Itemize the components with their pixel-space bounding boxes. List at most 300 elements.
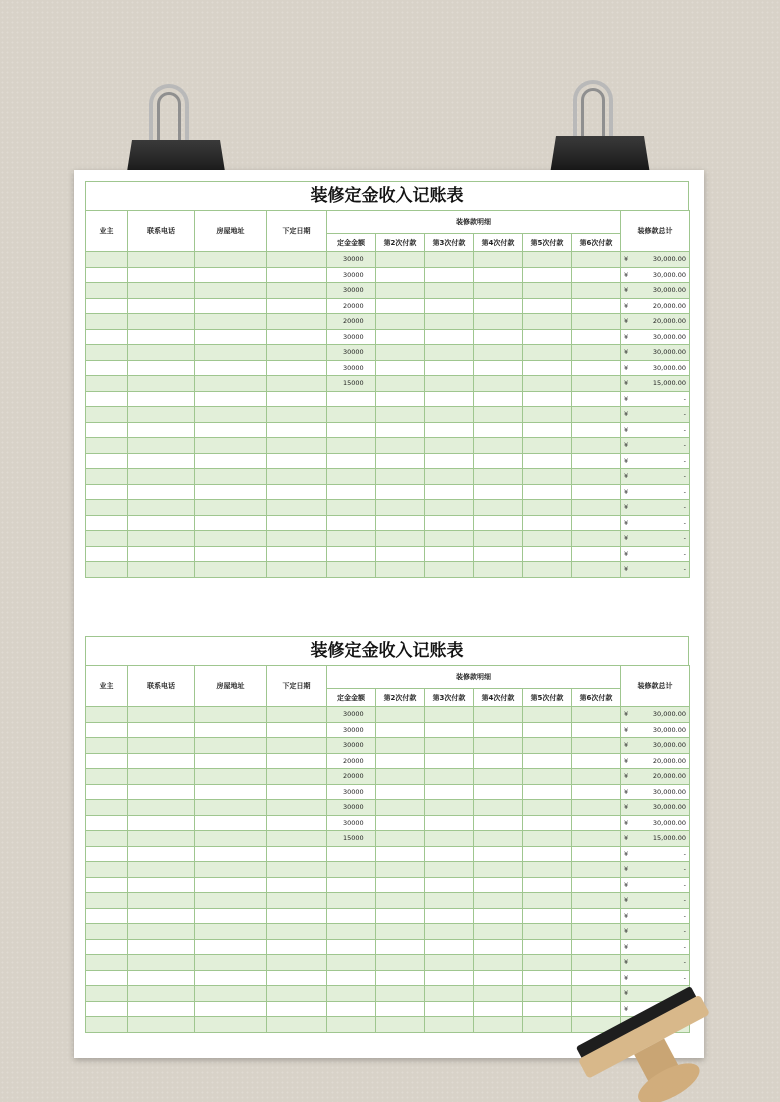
empty-cell bbox=[425, 924, 474, 940]
empty-cell bbox=[425, 422, 474, 438]
empty-cell bbox=[474, 738, 523, 754]
total-value: 30,000.00 bbox=[652, 255, 686, 264]
empty-cell bbox=[195, 707, 267, 723]
total-cell bbox=[621, 531, 690, 547]
header-date: 下定日期 bbox=[267, 211, 327, 252]
total-value: 30,000.00 bbox=[652, 286, 686, 295]
total-cell bbox=[621, 769, 690, 785]
empty-cell bbox=[523, 924, 572, 940]
empty-cell bbox=[86, 862, 128, 878]
empty-cell bbox=[425, 1001, 474, 1017]
empty-cell bbox=[376, 500, 425, 516]
empty-cell bbox=[267, 893, 327, 909]
empty-cell bbox=[267, 500, 327, 516]
empty-cell bbox=[572, 738, 621, 754]
empty-cell bbox=[128, 515, 195, 531]
empty-cell bbox=[474, 422, 523, 438]
empty-cell bbox=[267, 329, 327, 345]
currency-symbol: ¥ bbox=[624, 456, 629, 465]
header-pay3: 第3次付款 bbox=[425, 234, 474, 252]
empty-cell bbox=[195, 738, 267, 754]
header-deposit: 定金金额 bbox=[327, 689, 376, 707]
currency-symbol: ¥ bbox=[624, 818, 629, 827]
total-cell bbox=[621, 831, 690, 847]
table-row bbox=[86, 546, 690, 562]
deposit-cell: 30000 bbox=[327, 815, 376, 831]
empty-cell bbox=[523, 360, 572, 376]
total-cell bbox=[621, 784, 690, 800]
total-cell bbox=[621, 862, 690, 878]
empty-cell bbox=[128, 815, 195, 831]
header-pay2: 第2次付款 bbox=[376, 234, 425, 252]
table-row bbox=[86, 769, 690, 785]
empty-cell bbox=[376, 515, 425, 531]
empty-cell bbox=[523, 515, 572, 531]
empty-cell bbox=[523, 939, 572, 955]
empty-cell bbox=[267, 469, 327, 485]
total-value: 30,000.00 bbox=[652, 725, 686, 734]
empty-cell bbox=[572, 515, 621, 531]
currency-symbol: ¥ bbox=[624, 880, 629, 889]
empty-cell bbox=[376, 800, 425, 816]
empty-cell bbox=[86, 970, 128, 986]
total-value: 15,000.00 bbox=[652, 379, 686, 388]
empty-cell bbox=[195, 562, 267, 578]
empty-cell bbox=[86, 939, 128, 955]
empty-cell bbox=[128, 546, 195, 562]
empty-cell bbox=[425, 360, 474, 376]
total-cell bbox=[621, 939, 690, 955]
header-phone: 联系电话 bbox=[128, 666, 195, 707]
empty-cell bbox=[128, 986, 195, 1002]
currency-symbol: ¥ bbox=[624, 379, 629, 388]
empty-cell bbox=[195, 784, 267, 800]
empty-cell bbox=[86, 360, 128, 376]
deposit-cell: 30000 bbox=[327, 252, 376, 268]
header-total: 装修款总计 bbox=[621, 211, 690, 252]
empty-cell bbox=[474, 469, 523, 485]
total-value: 15,000.00 bbox=[652, 834, 686, 843]
empty-cell bbox=[376, 453, 425, 469]
table-row bbox=[86, 784, 690, 800]
empty-cell bbox=[195, 453, 267, 469]
currency-symbol: ¥ bbox=[624, 534, 629, 543]
deposit-cell bbox=[327, 562, 376, 578]
empty-cell bbox=[376, 391, 425, 407]
empty-cell bbox=[86, 515, 128, 531]
empty-cell bbox=[425, 438, 474, 454]
empty-cell bbox=[572, 484, 621, 500]
empty-cell bbox=[128, 531, 195, 547]
empty-cell bbox=[523, 800, 572, 816]
empty-cell bbox=[86, 955, 128, 971]
empty-cell bbox=[474, 283, 523, 299]
empty-cell bbox=[376, 986, 425, 1002]
empty-cell bbox=[267, 955, 327, 971]
total-cell bbox=[621, 500, 690, 516]
empty-cell bbox=[523, 314, 572, 330]
total-value: 20,000.00 bbox=[652, 317, 686, 326]
deposit-cell: 20000 bbox=[327, 298, 376, 314]
empty-cell bbox=[267, 769, 327, 785]
total-cell bbox=[621, 815, 690, 831]
table-row bbox=[86, 877, 690, 893]
empty-cell bbox=[474, 391, 523, 407]
empty-cell bbox=[572, 360, 621, 376]
empty-cell bbox=[425, 267, 474, 283]
currency-symbol: ¥ bbox=[624, 487, 629, 496]
empty-cell bbox=[128, 753, 195, 769]
empty-cell bbox=[195, 283, 267, 299]
empty-cell bbox=[267, 862, 327, 878]
empty-cell bbox=[195, 1001, 267, 1017]
total-cell bbox=[621, 376, 690, 392]
empty-cell bbox=[195, 1017, 267, 1033]
deposit-cell bbox=[327, 531, 376, 547]
table-row bbox=[86, 453, 690, 469]
empty-cell bbox=[425, 738, 474, 754]
empty-cell bbox=[425, 955, 474, 971]
deposit-cell bbox=[327, 484, 376, 500]
header-pay5: 第5次付款 bbox=[523, 689, 572, 707]
empty-cell bbox=[523, 422, 572, 438]
currency-symbol: ¥ bbox=[624, 756, 629, 765]
empty-cell bbox=[474, 986, 523, 1002]
empty-cell bbox=[572, 784, 621, 800]
empty-cell bbox=[86, 283, 128, 299]
empty-cell bbox=[474, 298, 523, 314]
empty-cell bbox=[425, 1017, 474, 1033]
table-row bbox=[86, 815, 690, 831]
empty-cell bbox=[195, 267, 267, 283]
empty-cell bbox=[376, 562, 425, 578]
empty-cell bbox=[195, 924, 267, 940]
empty-cell bbox=[86, 531, 128, 547]
empty-cell bbox=[267, 877, 327, 893]
empty-cell bbox=[474, 862, 523, 878]
total-cell bbox=[621, 329, 690, 345]
deposit-cell bbox=[327, 469, 376, 485]
total-value: - bbox=[683, 487, 686, 496]
deposit-cell: 30000 bbox=[327, 283, 376, 299]
empty-cell bbox=[128, 267, 195, 283]
total-value: - bbox=[683, 410, 686, 419]
empty-cell bbox=[523, 345, 572, 361]
empty-cell bbox=[572, 376, 621, 392]
total-value: - bbox=[683, 942, 686, 951]
table-row bbox=[86, 939, 690, 955]
empty-cell bbox=[267, 815, 327, 831]
empty-cell bbox=[128, 862, 195, 878]
table-row bbox=[86, 329, 690, 345]
empty-cell bbox=[267, 515, 327, 531]
empty-cell bbox=[425, 893, 474, 909]
empty-cell bbox=[572, 908, 621, 924]
empty-cell bbox=[376, 546, 425, 562]
empty-cell bbox=[572, 329, 621, 345]
empty-cell bbox=[425, 908, 474, 924]
empty-cell bbox=[425, 846, 474, 862]
currency-symbol: ¥ bbox=[624, 710, 629, 719]
empty-cell bbox=[267, 908, 327, 924]
empty-cell bbox=[86, 376, 128, 392]
empty-cell bbox=[425, 391, 474, 407]
currency-symbol: ¥ bbox=[624, 803, 629, 812]
table-row bbox=[86, 908, 690, 924]
empty-cell bbox=[267, 267, 327, 283]
total-cell bbox=[621, 722, 690, 738]
empty-cell bbox=[128, 924, 195, 940]
empty-cell bbox=[267, 531, 327, 547]
empty-cell bbox=[195, 314, 267, 330]
empty-cell bbox=[376, 815, 425, 831]
empty-cell bbox=[195, 908, 267, 924]
empty-cell bbox=[128, 1017, 195, 1033]
empty-cell bbox=[425, 877, 474, 893]
empty-cell bbox=[523, 707, 572, 723]
empty-cell bbox=[376, 722, 425, 738]
currency-symbol: ¥ bbox=[624, 989, 629, 998]
currency-symbol: ¥ bbox=[624, 973, 629, 982]
table-row bbox=[86, 500, 690, 516]
empty-cell bbox=[86, 877, 128, 893]
empty-cell bbox=[195, 939, 267, 955]
empty-cell bbox=[572, 298, 621, 314]
total-value: 30,000.00 bbox=[652, 363, 686, 372]
empty-cell bbox=[474, 1001, 523, 1017]
empty-cell bbox=[128, 422, 195, 438]
empty-cell bbox=[267, 314, 327, 330]
empty-cell bbox=[267, 784, 327, 800]
empty-cell bbox=[195, 531, 267, 547]
table-row bbox=[86, 469, 690, 485]
currency-symbol: ¥ bbox=[624, 787, 629, 796]
empty-cell bbox=[523, 531, 572, 547]
empty-cell bbox=[523, 908, 572, 924]
empty-cell bbox=[128, 877, 195, 893]
empty-cell bbox=[523, 484, 572, 500]
empty-cell bbox=[572, 800, 621, 816]
ledger-table bbox=[85, 210, 690, 578]
currency-symbol: ¥ bbox=[624, 865, 629, 874]
empty-cell bbox=[474, 267, 523, 283]
total-value: - bbox=[683, 880, 686, 889]
deposit-cell: 20000 bbox=[327, 769, 376, 785]
currency-symbol: ¥ bbox=[624, 834, 629, 843]
currency-symbol: ¥ bbox=[624, 394, 629, 403]
table-row bbox=[86, 846, 690, 862]
empty-cell bbox=[195, 469, 267, 485]
empty-cell bbox=[128, 345, 195, 361]
empty-cell bbox=[572, 283, 621, 299]
deposit-cell: 30000 bbox=[327, 329, 376, 345]
empty-cell bbox=[195, 422, 267, 438]
empty-cell bbox=[86, 562, 128, 578]
empty-cell bbox=[425, 986, 474, 1002]
deposit-cell: 20000 bbox=[327, 753, 376, 769]
empty-cell bbox=[376, 738, 425, 754]
total-cell bbox=[621, 846, 690, 862]
empty-cell bbox=[267, 391, 327, 407]
empty-cell bbox=[376, 531, 425, 547]
empty-cell bbox=[474, 345, 523, 361]
currency-symbol: ¥ bbox=[624, 348, 629, 357]
empty-cell bbox=[128, 908, 195, 924]
header-pay4: 第4次付款 bbox=[474, 689, 523, 707]
total-value: - bbox=[683, 958, 686, 967]
empty-cell bbox=[86, 298, 128, 314]
total-cell bbox=[621, 438, 690, 454]
table-row bbox=[86, 484, 690, 500]
empty-cell bbox=[425, 469, 474, 485]
header-detail-group: 装修款明细 bbox=[327, 211, 621, 234]
empty-cell bbox=[425, 515, 474, 531]
empty-cell bbox=[267, 800, 327, 816]
empty-cell bbox=[523, 784, 572, 800]
empty-cell bbox=[376, 422, 425, 438]
table-row bbox=[86, 924, 690, 940]
empty-cell bbox=[376, 360, 425, 376]
empty-cell bbox=[86, 469, 128, 485]
empty-cell bbox=[572, 877, 621, 893]
empty-cell bbox=[572, 438, 621, 454]
paper-sheet bbox=[74, 170, 704, 1058]
empty-cell bbox=[195, 438, 267, 454]
empty-cell bbox=[195, 298, 267, 314]
empty-cell bbox=[86, 314, 128, 330]
empty-cell bbox=[572, 267, 621, 283]
total-cell bbox=[621, 267, 690, 283]
currency-symbol: ¥ bbox=[624, 549, 629, 558]
empty-cell bbox=[195, 360, 267, 376]
empty-cell bbox=[523, 252, 572, 268]
total-value: 20,000.00 bbox=[652, 756, 686, 765]
header-pay6: 第6次付款 bbox=[572, 234, 621, 252]
empty-cell bbox=[474, 438, 523, 454]
empty-cell bbox=[195, 862, 267, 878]
table-row bbox=[86, 862, 690, 878]
deposit-cell: 20000 bbox=[327, 314, 376, 330]
empty-cell bbox=[195, 329, 267, 345]
empty-cell bbox=[474, 360, 523, 376]
deposit-cell bbox=[327, 939, 376, 955]
empty-cell bbox=[128, 970, 195, 986]
total-cell bbox=[621, 298, 690, 314]
currency-symbol: ¥ bbox=[624, 942, 629, 951]
empty-cell bbox=[128, 469, 195, 485]
empty-cell bbox=[267, 376, 327, 392]
empty-cell bbox=[267, 707, 327, 723]
empty-cell bbox=[376, 252, 425, 268]
empty-cell bbox=[523, 877, 572, 893]
table-row bbox=[86, 252, 690, 268]
total-value: - bbox=[683, 865, 686, 874]
total-cell bbox=[621, 484, 690, 500]
currency-symbol: ¥ bbox=[624, 725, 629, 734]
deposit-cell: 30000 bbox=[327, 267, 376, 283]
table-row bbox=[86, 422, 690, 438]
currency-symbol: ¥ bbox=[624, 518, 629, 527]
empty-cell bbox=[267, 484, 327, 500]
empty-cell bbox=[376, 484, 425, 500]
empty-cell bbox=[195, 252, 267, 268]
empty-cell bbox=[523, 893, 572, 909]
total-cell bbox=[621, 345, 690, 361]
total-value: - bbox=[683, 503, 686, 512]
empty-cell bbox=[572, 407, 621, 423]
empty-cell bbox=[425, 453, 474, 469]
header-pay5: 第5次付款 bbox=[523, 234, 572, 252]
total-cell bbox=[621, 908, 690, 924]
empty-cell bbox=[572, 862, 621, 878]
empty-cell bbox=[523, 546, 572, 562]
header-address: 房屋地址 bbox=[195, 211, 267, 252]
total-value: - bbox=[683, 425, 686, 434]
empty-cell bbox=[128, 722, 195, 738]
empty-cell bbox=[474, 407, 523, 423]
empty-cell bbox=[425, 707, 474, 723]
empty-cell bbox=[376, 893, 425, 909]
empty-cell bbox=[474, 1017, 523, 1033]
deposit-cell: 30000 bbox=[327, 800, 376, 816]
empty-cell bbox=[128, 283, 195, 299]
empty-cell bbox=[267, 360, 327, 376]
deposit-cell bbox=[327, 515, 376, 531]
total-value: 20,000.00 bbox=[652, 301, 686, 310]
empty-cell bbox=[86, 753, 128, 769]
empty-cell bbox=[376, 283, 425, 299]
empty-cell bbox=[474, 970, 523, 986]
empty-cell bbox=[425, 252, 474, 268]
empty-cell bbox=[376, 376, 425, 392]
deposit-cell: 30000 bbox=[327, 722, 376, 738]
empty-cell bbox=[425, 345, 474, 361]
total-cell bbox=[621, 955, 690, 971]
empty-cell bbox=[425, 298, 474, 314]
empty-cell bbox=[474, 500, 523, 516]
deposit-cell: 15000 bbox=[327, 831, 376, 847]
empty-cell bbox=[86, 815, 128, 831]
total-value: - bbox=[683, 441, 686, 450]
empty-cell bbox=[128, 831, 195, 847]
table-row bbox=[86, 376, 690, 392]
total-value: 30,000.00 bbox=[652, 741, 686, 750]
empty-cell bbox=[523, 407, 572, 423]
empty-cell bbox=[523, 562, 572, 578]
empty-cell bbox=[474, 546, 523, 562]
table-row bbox=[86, 515, 690, 531]
empty-cell bbox=[425, 314, 474, 330]
table-row bbox=[86, 562, 690, 578]
total-cell bbox=[621, 546, 690, 562]
header-address: 房屋地址 bbox=[195, 666, 267, 707]
empty-cell bbox=[195, 815, 267, 831]
empty-cell bbox=[86, 722, 128, 738]
empty-cell bbox=[572, 422, 621, 438]
empty-cell bbox=[425, 939, 474, 955]
empty-cell bbox=[128, 391, 195, 407]
empty-cell bbox=[128, 955, 195, 971]
currency-symbol: ¥ bbox=[624, 286, 629, 295]
empty-cell bbox=[195, 722, 267, 738]
empty-cell bbox=[376, 831, 425, 847]
total-value: - bbox=[683, 518, 686, 527]
empty-cell bbox=[195, 800, 267, 816]
empty-cell bbox=[425, 753, 474, 769]
deposit-cell bbox=[327, 1001, 376, 1017]
empty-cell bbox=[523, 469, 572, 485]
empty-cell bbox=[572, 846, 621, 862]
